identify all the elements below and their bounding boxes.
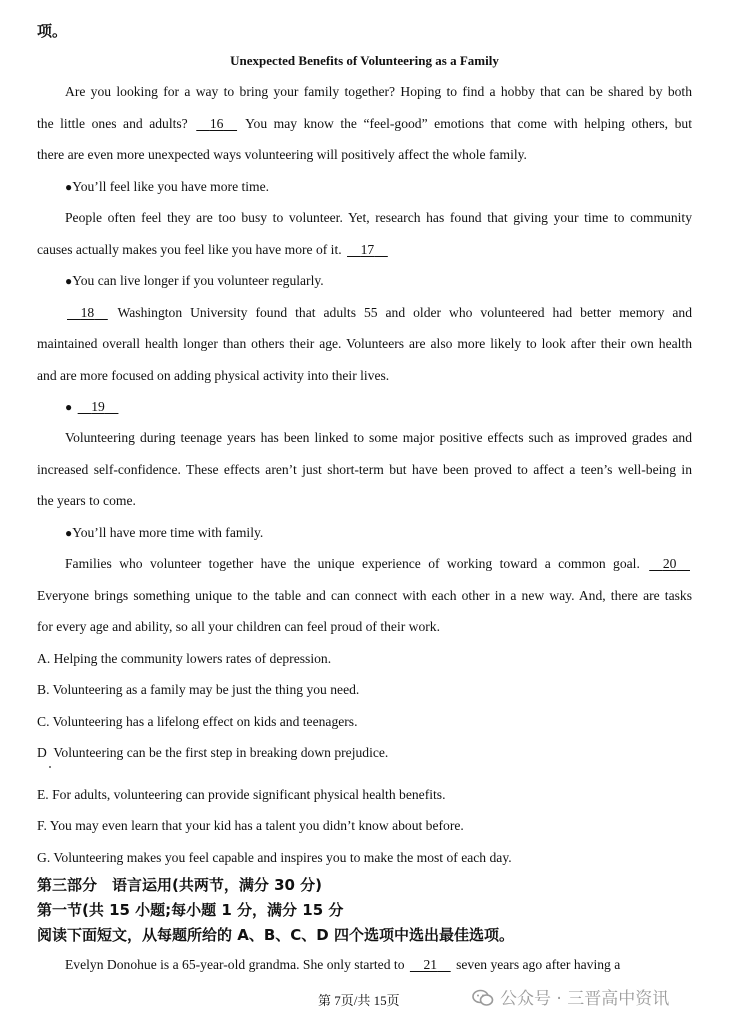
section-3-heading: 第三部分 语言运用(共两节，满分 30 分) (37, 876, 323, 894)
paragraph-5-line-3: for every age and ability, so all your children can feel proud of their work. (37, 619, 441, 634)
bullet-icon: ● (65, 274, 73, 288)
paragraph-2-line-2 (37, 241, 692, 259)
paragraph-1-line-2 (37, 115, 692, 133)
paragraph-2-line-1: People often feel they are too busy to volunteer. Yet, research has found that giving your time to community (65, 210, 692, 225)
paragraph-3-line-3: and are more focused on adding physical activity into their lives. (37, 368, 390, 383)
blank-19: 19 (91, 399, 105, 414)
paragraph-1-line-3: there are even more unexpected ways volunteering will positively affect the whole family. (37, 147, 527, 162)
bullet-icon: ● (65, 180, 73, 194)
heading-blank-19 (65, 398, 692, 416)
paragraph-1-line-1: Are you looking for a way to bring your family together? Hoping to find a hobby that can be shared by both (65, 84, 692, 99)
option-f: F. You may even learn that your kid has a talent you didn’t know about before. (37, 818, 464, 833)
heading-family-time: ●You’ll have more time with family. (65, 525, 264, 540)
page-title: Unexpected Benefits of Volunteering as a Family (230, 53, 499, 68)
text: You may know the “feel-good” emotions that come with helping others, but (245, 116, 692, 131)
watermark: 公众号 · 三晋高中资讯 (472, 984, 669, 1009)
text: Evelyn Donohue is a 65-year-old grandma. She only started to (65, 957, 405, 972)
option-a: A. Helping the community lowers rates of depression. (37, 651, 332, 666)
stray-dot (49, 766, 51, 768)
blank-20: 20 (662, 556, 677, 571)
wechat-icon (472, 989, 494, 1007)
page-footer: 第 7页/共 15页 (318, 993, 400, 1008)
blank-21: 21 (423, 957, 438, 972)
paragraph-4-line-1: Volunteering during teenage years has been linked to some major positive effects such as improved grades and (65, 430, 692, 445)
blank-18: 18 (80, 305, 95, 320)
text: causes actually makes you feel like you have more of it. (37, 242, 342, 257)
option-e: E. For adults, volunteering can provide significant physical health benefits. (37, 787, 446, 802)
paragraph-5-line-2: Everyone brings something unique to the table and can connect with each other in a new way. And, there are tasks (37, 588, 692, 603)
paragraph-4-line-3: the years to come. (37, 493, 136, 508)
bullet-icon: ● (65, 526, 73, 540)
paragraph-6-line-1 (65, 956, 692, 974)
paragraph-3-line-2: maintained overall health longer than others their age. Volunteers are also more likely to look after their own health (37, 336, 692, 351)
blank-16: 16 (209, 116, 224, 131)
section-3-1-heading: 第一节(共 15 小题;每小题 1 分，满分 15 分 (37, 901, 344, 919)
heading-more-time: ●You’ll feel like you have more time. (65, 179, 270, 194)
text: the little ones and adults? (37, 116, 188, 131)
text: Washington University found that adults 55 and older who volunteered had better memory and (117, 305, 692, 320)
option-c: C. Volunteering has a lifelong effect on kids and teenagers. (37, 714, 358, 729)
paragraph-3-line-1 (65, 304, 692, 322)
heading-live-longer: ●You can live longer if you volunteer regularly. (65, 273, 324, 288)
option-b: B. Volunteering as a family may be just the thing you need. (37, 682, 360, 697)
text: seven years ago after having a (456, 957, 621, 972)
option-g: G. Volunteering makes you feel capable and inspires you to make the most of each day. (37, 850, 512, 865)
header-fragment: 项。 (37, 22, 68, 40)
text: Families who volunteer together have the unique experience of working toward a common goal. (65, 556, 640, 571)
paragraph-5-line-1 (65, 555, 692, 573)
paragraph-4-line-2: increased self-confidence. These effects aren’t just short-term but have been proved to affect a teen’s well-being in (37, 462, 692, 477)
blank-17: 17 (360, 242, 375, 257)
instruction: 阅读下面短文，从每题所给的 A、B、C、D 四个选项中选出最佳选项。 (37, 926, 514, 944)
option-d: D Volunteering can be the first step in breaking down prejudice. (37, 745, 389, 760)
bullet-icon: ● (65, 400, 73, 414)
